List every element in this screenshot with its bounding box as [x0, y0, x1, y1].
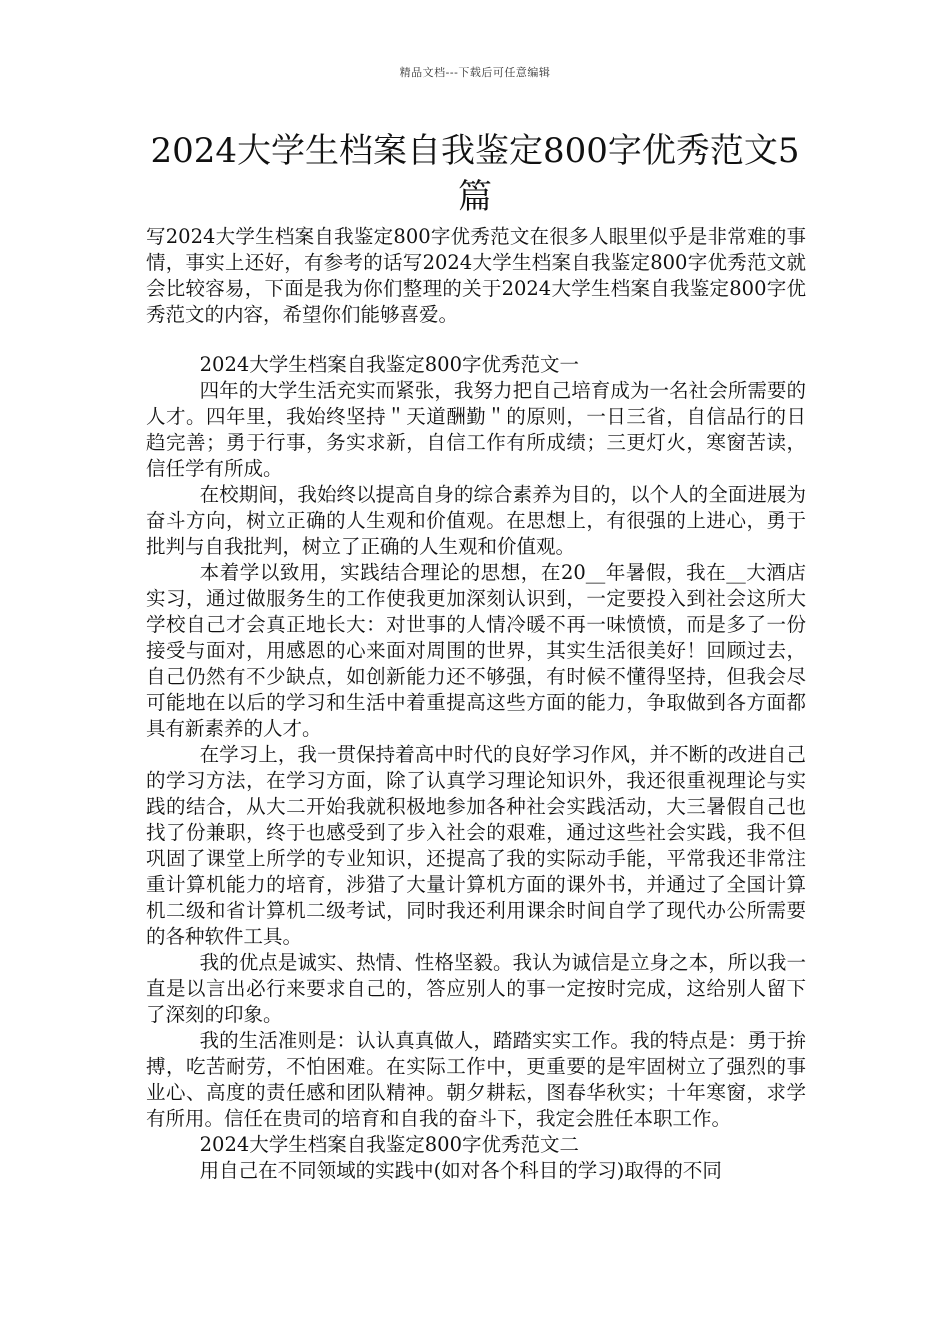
body-paragraph: 我的优点是诚实、热情、性格坚毅。我认为诚信是立身之本，所以我一直是以言出必行来要求自己的，答应别人的事一定按时完成，这给别人留下了深刻的印象。	[146, 951, 806, 1026]
body-paragraph: 四年的大学生活充实而紧张，我努力把自己培育成为一名社会所需要的人才。四年里，我始终坚持＂天道酬勤＂的原则，一日三省，自信品行的日趋完善；勇于行事，务实求新，自信工作有所成绩；三更灯火，寒窗苦读，信任学有所成。	[146, 379, 806, 480]
document-title: 2024大学生档案自我鉴定800字优秀范文5篇	[150, 131, 800, 217]
body-paragraph: 我的生活准则是：认认真真做人，踏踏实实工作。我的特点是：勇于拚搏，吃苦耐劳，不怕困难。在实际工作中，更重要的是牢固树立了强烈的事业心、高度的责任感和团队精神。朝夕耕耘，图春华秋实；十年寒窗，求学有所用。信任在贵司的培育和自我的奋斗下，我定会胜任本职工作。	[146, 1029, 806, 1130]
intro-paragraph: 写2024大学生档案自我鉴定800字优秀范文在很多人眼里似乎是非常难的事情，事实上还好，有参考的话写2024大学生档案自我鉴定800字优秀范文就会比较容易，下面是我为你们整理的关于2024大学生档案自我鉴定800字优秀范文的内容，希望你们能够喜爱。	[146, 225, 806, 326]
body-paragraph: 在学习上，我一贯保持着高中时代的良好学习作风，并不断的改进自己的学习方法，在学习方面，除了认真学习理论知识外，我还很重视理论与实践的结合，从大二开始我就积极地参加各种社会实践活动，大三暑假自己也找了份兼职，终于也感受到了步入社会的艰难，通过这些社会实践，我不但巩固了课堂上所学的专业知识，还提高了我的实际动手能，平常我还非常注重计算机能力的培育，涉猎了大量计算机方面的课外书，并通过了全国计算机二级和省计算机二级考试，同时我还利用课余时间自学了现代办公所需要的各种软件工具。	[146, 743, 806, 948]
paragraph-gap	[146, 328, 806, 352]
body-paragraph: 本着学以致用，实践结合理论的思想，在20__年暑假，我在__大酒店实习，通过做服务生的工作使我更加深刻认识到，一定要投入到社会这所大学校自己才会真正地长大：对世事的人情冷暖不再一味愤愤，而是多了一份接受与面对，用感恩的心来面对周围的世界，其实生活很美好！回顾过去，自己仍然有不少缺点，如创新能力还不够强，有时候不懂得坚持，但我会尽可能地在以后的学习和生活中着重提高这些方面的能力，争取做到各方面都具有新素养的人才。	[146, 561, 806, 740]
document-body	[146, 224, 806, 1184]
body-paragraph: 用自己在不同领域的实践中(如对各个科目的学习)取得的不同	[199, 1159, 722, 1182]
body-paragraph: 在校期间，我始终以提高自身的综合素养为目的，以个人的全面进展为奋斗方向，树立正确的人生观和价值观。在思想上，有很强的上进心，勇于批判与自我批判，树立了正确的人生观和价值观。	[146, 483, 806, 558]
section-heading-1: 2024大学生档案自我鉴定800字优秀范文一	[199, 353, 579, 376]
section-heading-2: 2024大学生档案自我鉴定800字优秀范文二	[199, 1133, 579, 1156]
header-note: 精品文档---下载后可任意编辑	[399, 66, 551, 79]
